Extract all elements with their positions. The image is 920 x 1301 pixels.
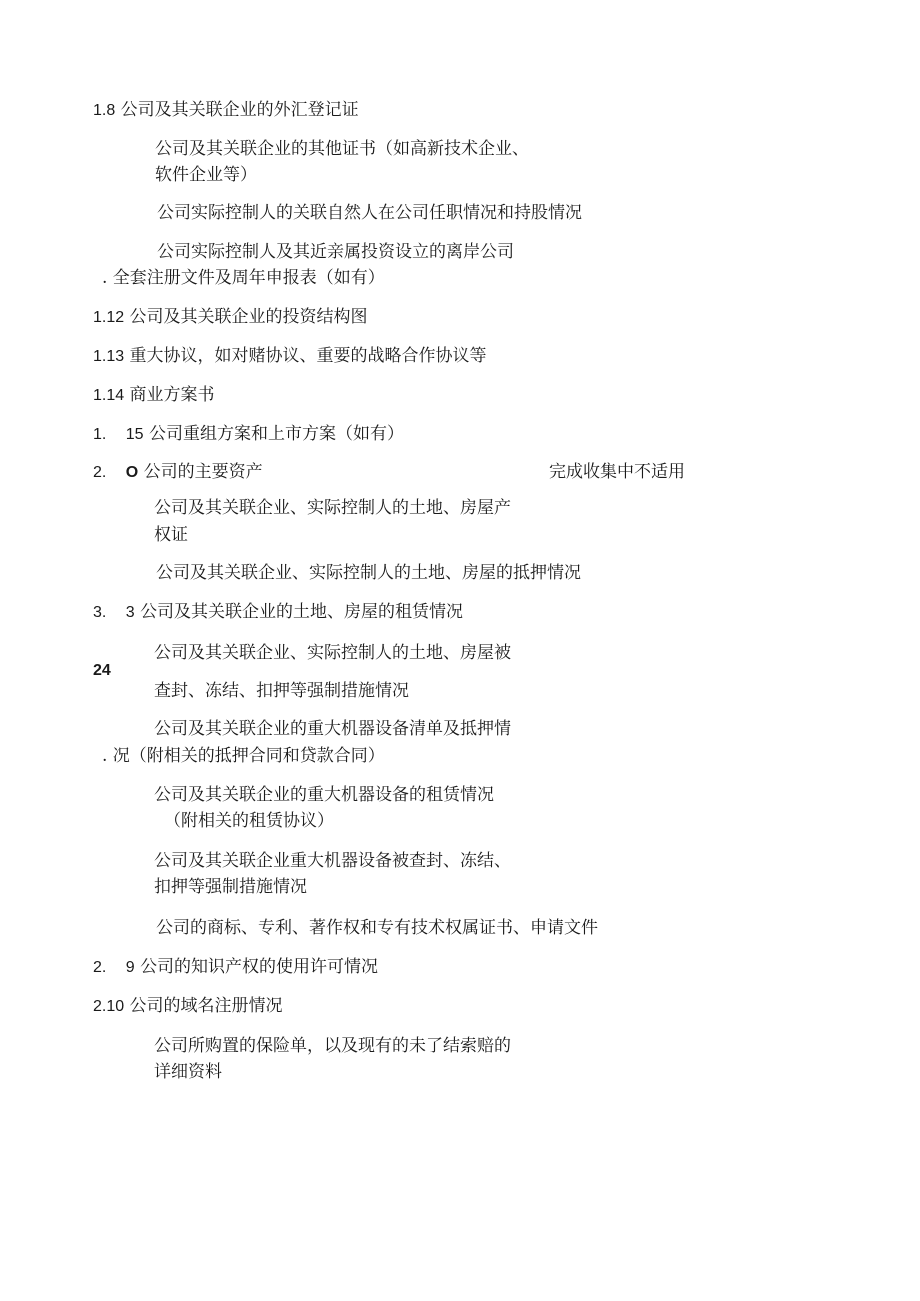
item-number-suffix: O <box>125 464 139 481</box>
list-item <box>156 917 598 939</box>
item-number: 1.14 <box>93 387 125 404</box>
item-number-suffix: 9 <box>125 959 135 976</box>
list-item <box>154 642 511 664</box>
list-item <box>155 138 529 160</box>
item-text: 扣押等强制措施情况 <box>154 877 307 897</box>
list-item-continuation <box>102 745 385 767</box>
item-number: 1.12 <box>93 309 125 326</box>
list-item-continuation <box>102 267 385 289</box>
item-text: 公司所购置的保险单，以及现有的未了结索赔的 <box>154 1036 511 1056</box>
item-number: 3. <box>93 604 107 621</box>
list-item <box>156 562 581 584</box>
item-text: . 全套注册文件及周年申报表（如有） <box>102 268 385 288</box>
item-number: 1.13 <box>93 348 125 365</box>
item-text: 重大协议，如对赌协议、重要的战略合作协议等 <box>129 346 487 366</box>
list-item-continuation <box>164 810 334 832</box>
item-number: 2.10 <box>93 998 125 1015</box>
item-text: 公司及其关联企业、实际控制人的土地、房屋产 <box>154 498 511 518</box>
list-item <box>93 956 378 979</box>
item-number: 24 <box>93 662 111 679</box>
list-item <box>154 850 511 872</box>
item-text: 公司及其关联企业的重大机器设备清单及抵押情 <box>154 719 511 739</box>
item-number-suffix: 15 <box>125 426 144 443</box>
item-text: （附相关的租赁协议） <box>164 811 334 831</box>
item-text: 权证 <box>154 525 188 545</box>
item-number: 1.8 <box>93 102 116 119</box>
list-item-continuation <box>154 1061 222 1083</box>
item-text: 公司及其关联企业重大机器设备被查封、冻结、 <box>154 851 511 871</box>
list-item <box>157 202 582 224</box>
list-item <box>157 241 514 263</box>
item-text: 公司的域名注册情况 <box>129 996 283 1016</box>
item-text: 公司的商标、专利、著作权和专有技术权属证书、申请文件 <box>156 918 598 938</box>
item-text: 公司及其关联企业的土地、房屋的租赁情况 <box>140 602 464 622</box>
item-text: 查封、冻结、扣押等强制措施情况 <box>154 681 409 701</box>
list-item <box>154 497 511 519</box>
list-item <box>154 784 494 806</box>
item-text: 软件企业等） <box>155 165 257 185</box>
list-item-continuation <box>154 876 307 898</box>
list-item <box>93 601 463 624</box>
list-item <box>154 718 511 740</box>
item-text: 公司及其关联企业、实际控制人的土地、房屋被 <box>154 643 511 663</box>
item-text: 商业方案书 <box>129 385 215 405</box>
list-item-continuation <box>155 164 257 186</box>
item-number: 2. <box>93 959 107 976</box>
list-item <box>154 1035 511 1057</box>
item-text: 公司及其关联企业的重大机器设备的租赁情况 <box>154 785 494 805</box>
list-item <box>93 384 215 407</box>
item-number: 1. <box>93 426 107 443</box>
status-text: 完成收集中不适用 <box>549 462 685 482</box>
list-item-continuation <box>154 680 409 702</box>
item-text: 公司的主要资产 <box>143 462 263 482</box>
item-number: 2. <box>93 464 107 481</box>
item-number-suffix: 3 <box>125 604 135 621</box>
list-item <box>93 99 359 122</box>
item-text: 公司及其关联企业、实际控制人的土地、房屋的抵押情况 <box>156 563 581 583</box>
list-item <box>93 306 368 329</box>
item-text: 公司实际控制人及其近亲属投资设立的离岸公司 <box>157 242 514 262</box>
item-text: 公司及其关联企业的投资结构图 <box>129 307 368 327</box>
item-text: . 况（附相关的抵押合同和贷款合同） <box>102 746 385 766</box>
item-text: 详细资料 <box>154 1062 222 1082</box>
section-heading <box>93 461 263 484</box>
item-text: 公司实际控制人的关联自然人在公司任职情况和持股情况 <box>157 203 582 223</box>
item-text: 公司重组方案和上市方案（如有） <box>148 424 404 444</box>
list-item <box>93 423 404 446</box>
list-item <box>93 995 283 1018</box>
item-text: 公司及其关联企业的其他证书（如高新技术企业、 <box>155 139 529 159</box>
item-text: 公司的知识产权的使用许可情况 <box>140 957 379 977</box>
list-item <box>93 345 487 368</box>
item-text: 公司及其关联企业的外汇登记证 <box>120 100 359 120</box>
list-item-continuation <box>154 524 188 546</box>
status-columns <box>549 461 685 483</box>
